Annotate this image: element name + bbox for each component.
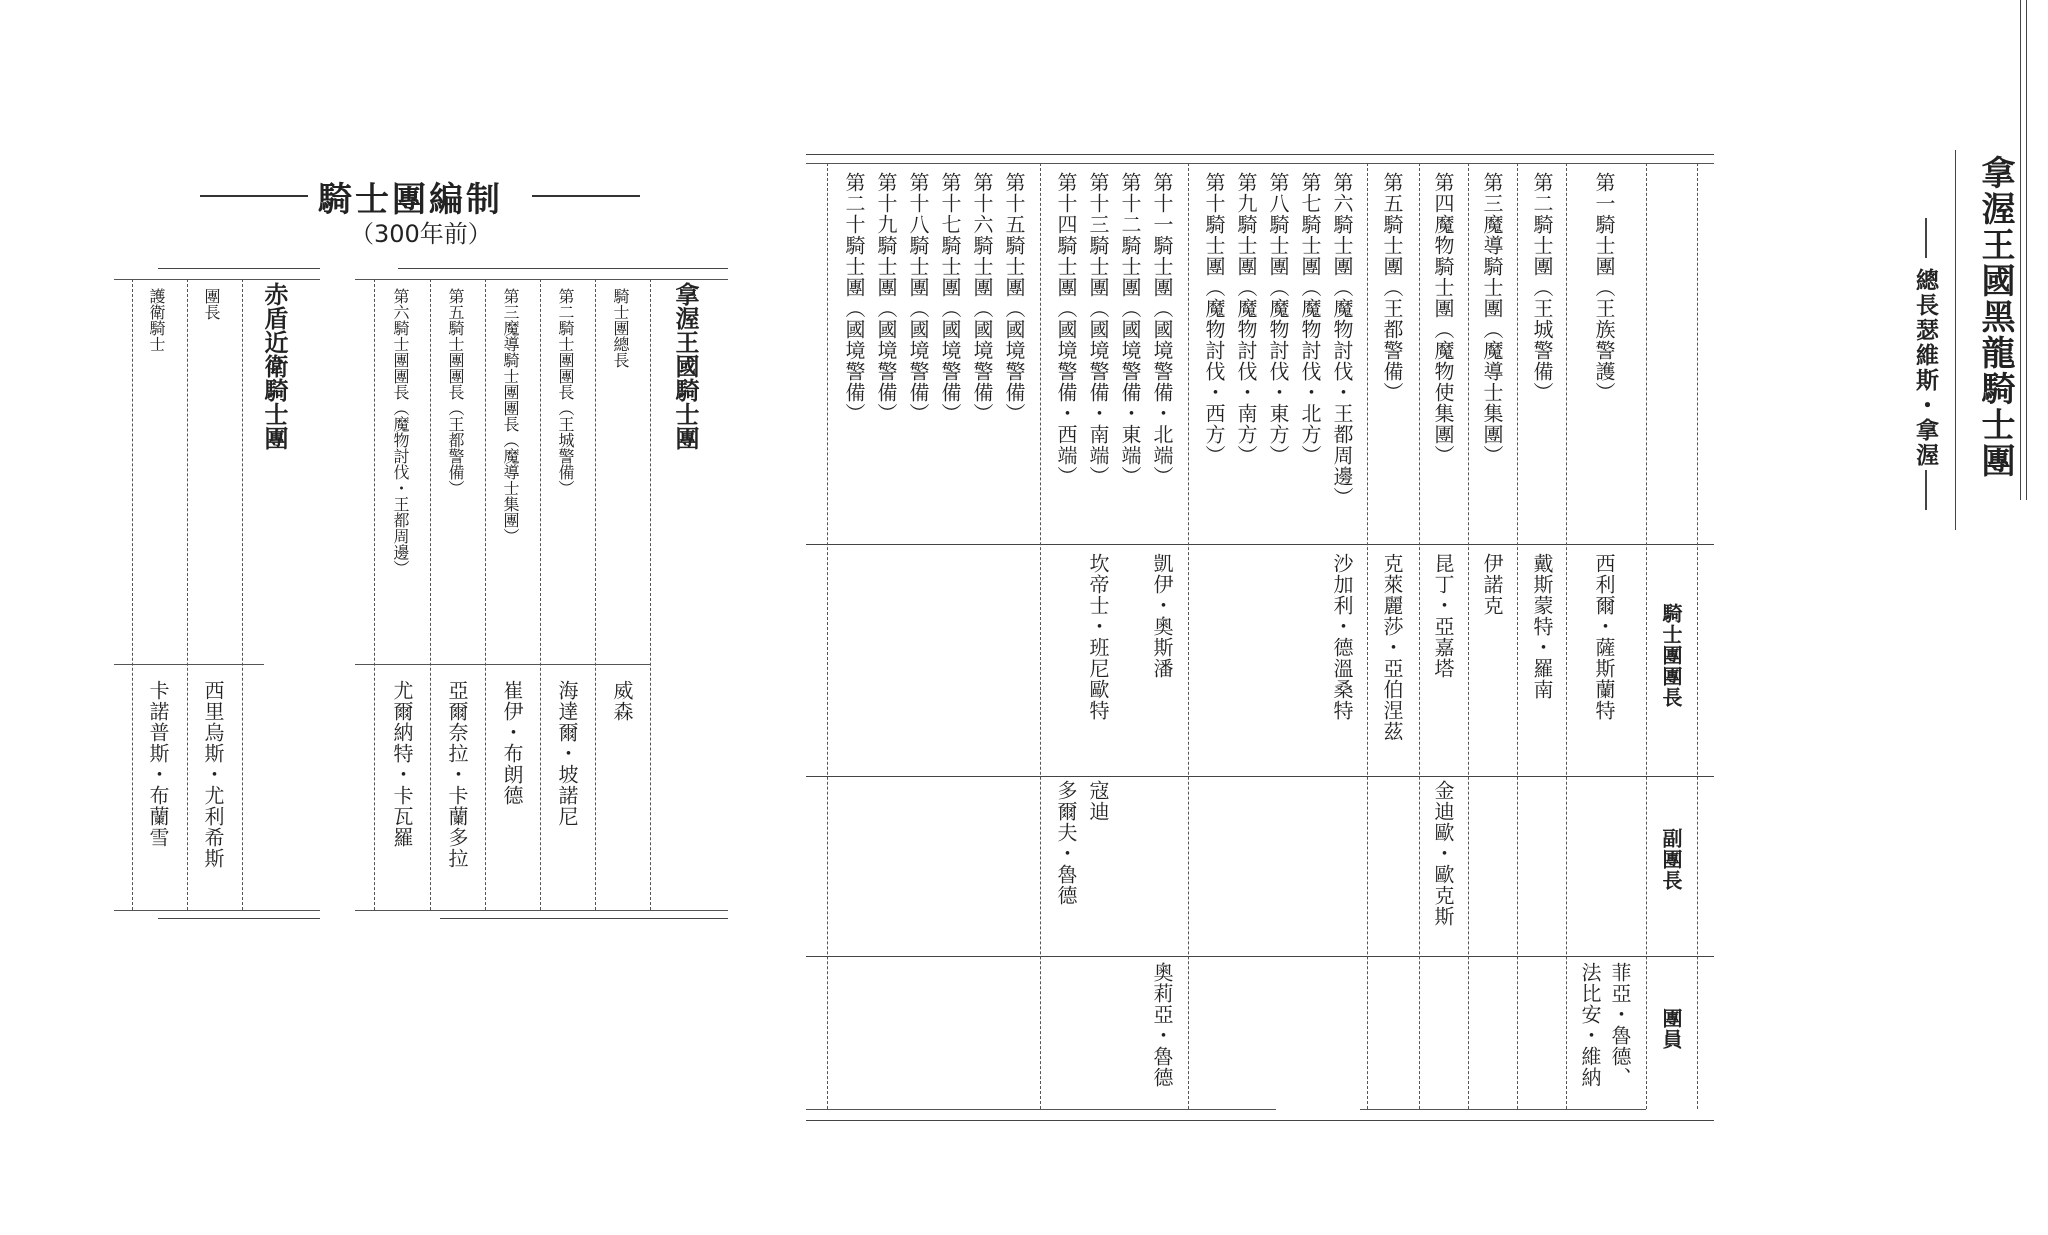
col-sep xyxy=(1367,163,1368,1109)
unit-name: 第十四騎士團（國境警備・西端） xyxy=(1054,172,1078,487)
naowo-bottom-rule xyxy=(355,910,728,911)
captain-name: 伊諾克 xyxy=(1480,553,1504,616)
redshield-col-sep xyxy=(187,279,188,910)
naowo-col-sep xyxy=(374,279,375,910)
heading-rule-left xyxy=(200,195,308,197)
captain-name: 西利爾・薩斯蘭特 xyxy=(1592,553,1616,721)
header-vice: 副團長 xyxy=(1659,828,1683,891)
main-bottom-rule-1 xyxy=(806,1109,1276,1110)
col-sep xyxy=(1040,163,1041,1109)
member-name: 奧莉亞・魯德 xyxy=(1150,962,1174,1088)
captain-name: 坎帝士・班尼歐特 xyxy=(1086,553,1110,721)
role-label: 護衛騎士 xyxy=(147,288,166,352)
naowo-col-sep xyxy=(485,279,486,910)
header-captain: 騎士團團長 xyxy=(1659,603,1683,708)
unit-name: 第十九騎士團（國境警備） xyxy=(874,172,898,424)
captain-name: 昆丁・亞嘉塔 xyxy=(1431,553,1455,679)
role-label: 騎士團總長 xyxy=(611,288,630,368)
main-top-rule xyxy=(806,154,1714,155)
member-name: 菲亞・魯德、 xyxy=(1608,962,1632,1088)
person-name: 卡諾普斯・布蘭雪 xyxy=(146,680,170,848)
redshield-top-rule xyxy=(158,268,320,269)
unit-name: 第七騎士團（魔物討伐・北方） xyxy=(1298,172,1322,466)
vice-name: 金迪歐・歐克斯 xyxy=(1431,780,1455,927)
naowo-col-sep xyxy=(540,279,541,910)
col-sep xyxy=(1566,163,1567,1109)
book-title: 拿渥王國黑龍騎士團 xyxy=(1975,155,2015,479)
naowo-top-rule-2 xyxy=(355,279,728,280)
subtitle-dash-bottom xyxy=(1925,470,1927,510)
org-heading: 騎士團編制 xyxy=(318,180,503,220)
unit-name: 第十三騎士團（國境警備・南端） xyxy=(1086,172,1110,487)
unit-name: 第九騎士團（魔物討伐・南方） xyxy=(1234,172,1258,466)
book-subtitle: 總長瑟維斯・拿渥 xyxy=(1912,268,1938,468)
role-label: 第三魔導騎士團團長（魔導士集團） xyxy=(501,288,520,544)
vice-name: 寇迪 xyxy=(1086,780,1110,822)
unit-name: 第六騎士團（魔物討伐・王都周邊） xyxy=(1330,172,1354,508)
unit-name: 第十八騎士團（國境警備） xyxy=(906,172,930,424)
col-sep xyxy=(1697,163,1698,1109)
unit-name: 第十一騎士團（國境警備・北端） xyxy=(1150,172,1174,487)
person-name: 亞爾奈拉・卡蘭多拉 xyxy=(445,680,469,869)
main-top-rule-2 xyxy=(806,163,1714,164)
main-bottom-rule-2 xyxy=(1360,1109,1646,1110)
col-sep xyxy=(827,163,828,1109)
captain-name: 凱伊・奧斯潘 xyxy=(1150,553,1174,679)
col-sep xyxy=(1188,163,1189,1109)
member-name: 法比安・維納 xyxy=(1578,962,1602,1088)
col-sep xyxy=(1419,163,1420,1109)
redshield-top-rule-2 xyxy=(114,279,320,280)
person-name: 海達爾・坡諾尼 xyxy=(555,680,579,827)
col-sep xyxy=(1468,163,1469,1109)
redshield-title: 赤盾近衛騎士團 xyxy=(260,282,288,450)
unit-name: 第三魔導騎士團（魔導士集團） xyxy=(1480,172,1504,466)
naowo-mid-rule xyxy=(355,664,650,665)
title-rule-inner xyxy=(2026,0,2027,500)
unit-name: 第十騎士團（魔物討伐・西方） xyxy=(1202,172,1226,466)
unit-name: 第十五騎士團（國境警備） xyxy=(1002,172,1026,424)
unit-name: 第十六騎士團（國境警備） xyxy=(970,172,994,424)
vice-name: 多爾夫・魯德 xyxy=(1054,780,1078,906)
unit-name: 第八騎士團（魔物討伐・東方） xyxy=(1266,172,1290,466)
role-label: 第六騎士團團長（魔物討伐・王都周邊） xyxy=(391,288,410,576)
naowo-bottom-rule-2 xyxy=(440,918,728,919)
unit-name: 第四魔物騎士團（魔物使集團） xyxy=(1431,172,1455,466)
redshield-bottom-rule xyxy=(114,910,320,911)
captain-name: 戴斯蒙特・羅南 xyxy=(1530,553,1554,700)
subtitle-rule xyxy=(1955,150,1956,530)
row-rule-2 xyxy=(806,776,1714,777)
person-name: 崔伊・布朗德 xyxy=(500,680,524,806)
unit-name: 第二十騎士團（國境警備） xyxy=(842,172,866,424)
row-rule-3 xyxy=(806,956,1714,957)
row-rule-1 xyxy=(806,544,1714,545)
role-label: 第五騎士團團長（王都警備） xyxy=(446,288,465,496)
col-sep xyxy=(1646,163,1647,1109)
header-member: 團員 xyxy=(1659,1008,1683,1050)
unit-name: 第二騎士團（王城警備） xyxy=(1530,172,1554,403)
captain-name: 沙加利・德溫桑特 xyxy=(1330,553,1354,721)
naowo-title: 拿渥王國騎士團 xyxy=(671,282,699,450)
redshield-col-sep xyxy=(242,279,243,910)
unit-name: 第十七騎士團（國境警備） xyxy=(938,172,962,424)
captain-name: 克萊麗莎・亞伯涅茲 xyxy=(1380,553,1404,742)
naowo-col-sep xyxy=(650,279,651,910)
org-era: （300年前） xyxy=(350,220,492,248)
col-sep xyxy=(1517,163,1518,1109)
person-name: 尤爾納特・卡瓦羅 xyxy=(390,680,414,848)
title-rule-outer xyxy=(2020,0,2021,500)
unit-name: 第一騎士團（王族警護） xyxy=(1592,172,1616,403)
role-label: 團長 xyxy=(202,288,221,320)
redshield-bottom-rule-2 xyxy=(158,918,320,919)
person-name: 西里烏斯・尤利希斯 xyxy=(201,680,225,869)
heading-rule-right xyxy=(532,195,640,197)
unit-name: 第五騎士團（王都警備） xyxy=(1380,172,1404,403)
redshield-col-sep xyxy=(132,279,133,910)
subtitle-dash-top xyxy=(1925,218,1927,258)
naowo-top-rule xyxy=(398,268,728,269)
main-bottom-rule xyxy=(806,1120,1714,1121)
unit-name: 第十二騎士團（國境警備・東端） xyxy=(1118,172,1142,487)
naowo-col-sep xyxy=(430,279,431,910)
person-name: 威森 xyxy=(610,680,634,722)
role-label: 第二騎士團團長（王城警備） xyxy=(556,288,575,496)
naowo-col-sep xyxy=(595,279,596,910)
